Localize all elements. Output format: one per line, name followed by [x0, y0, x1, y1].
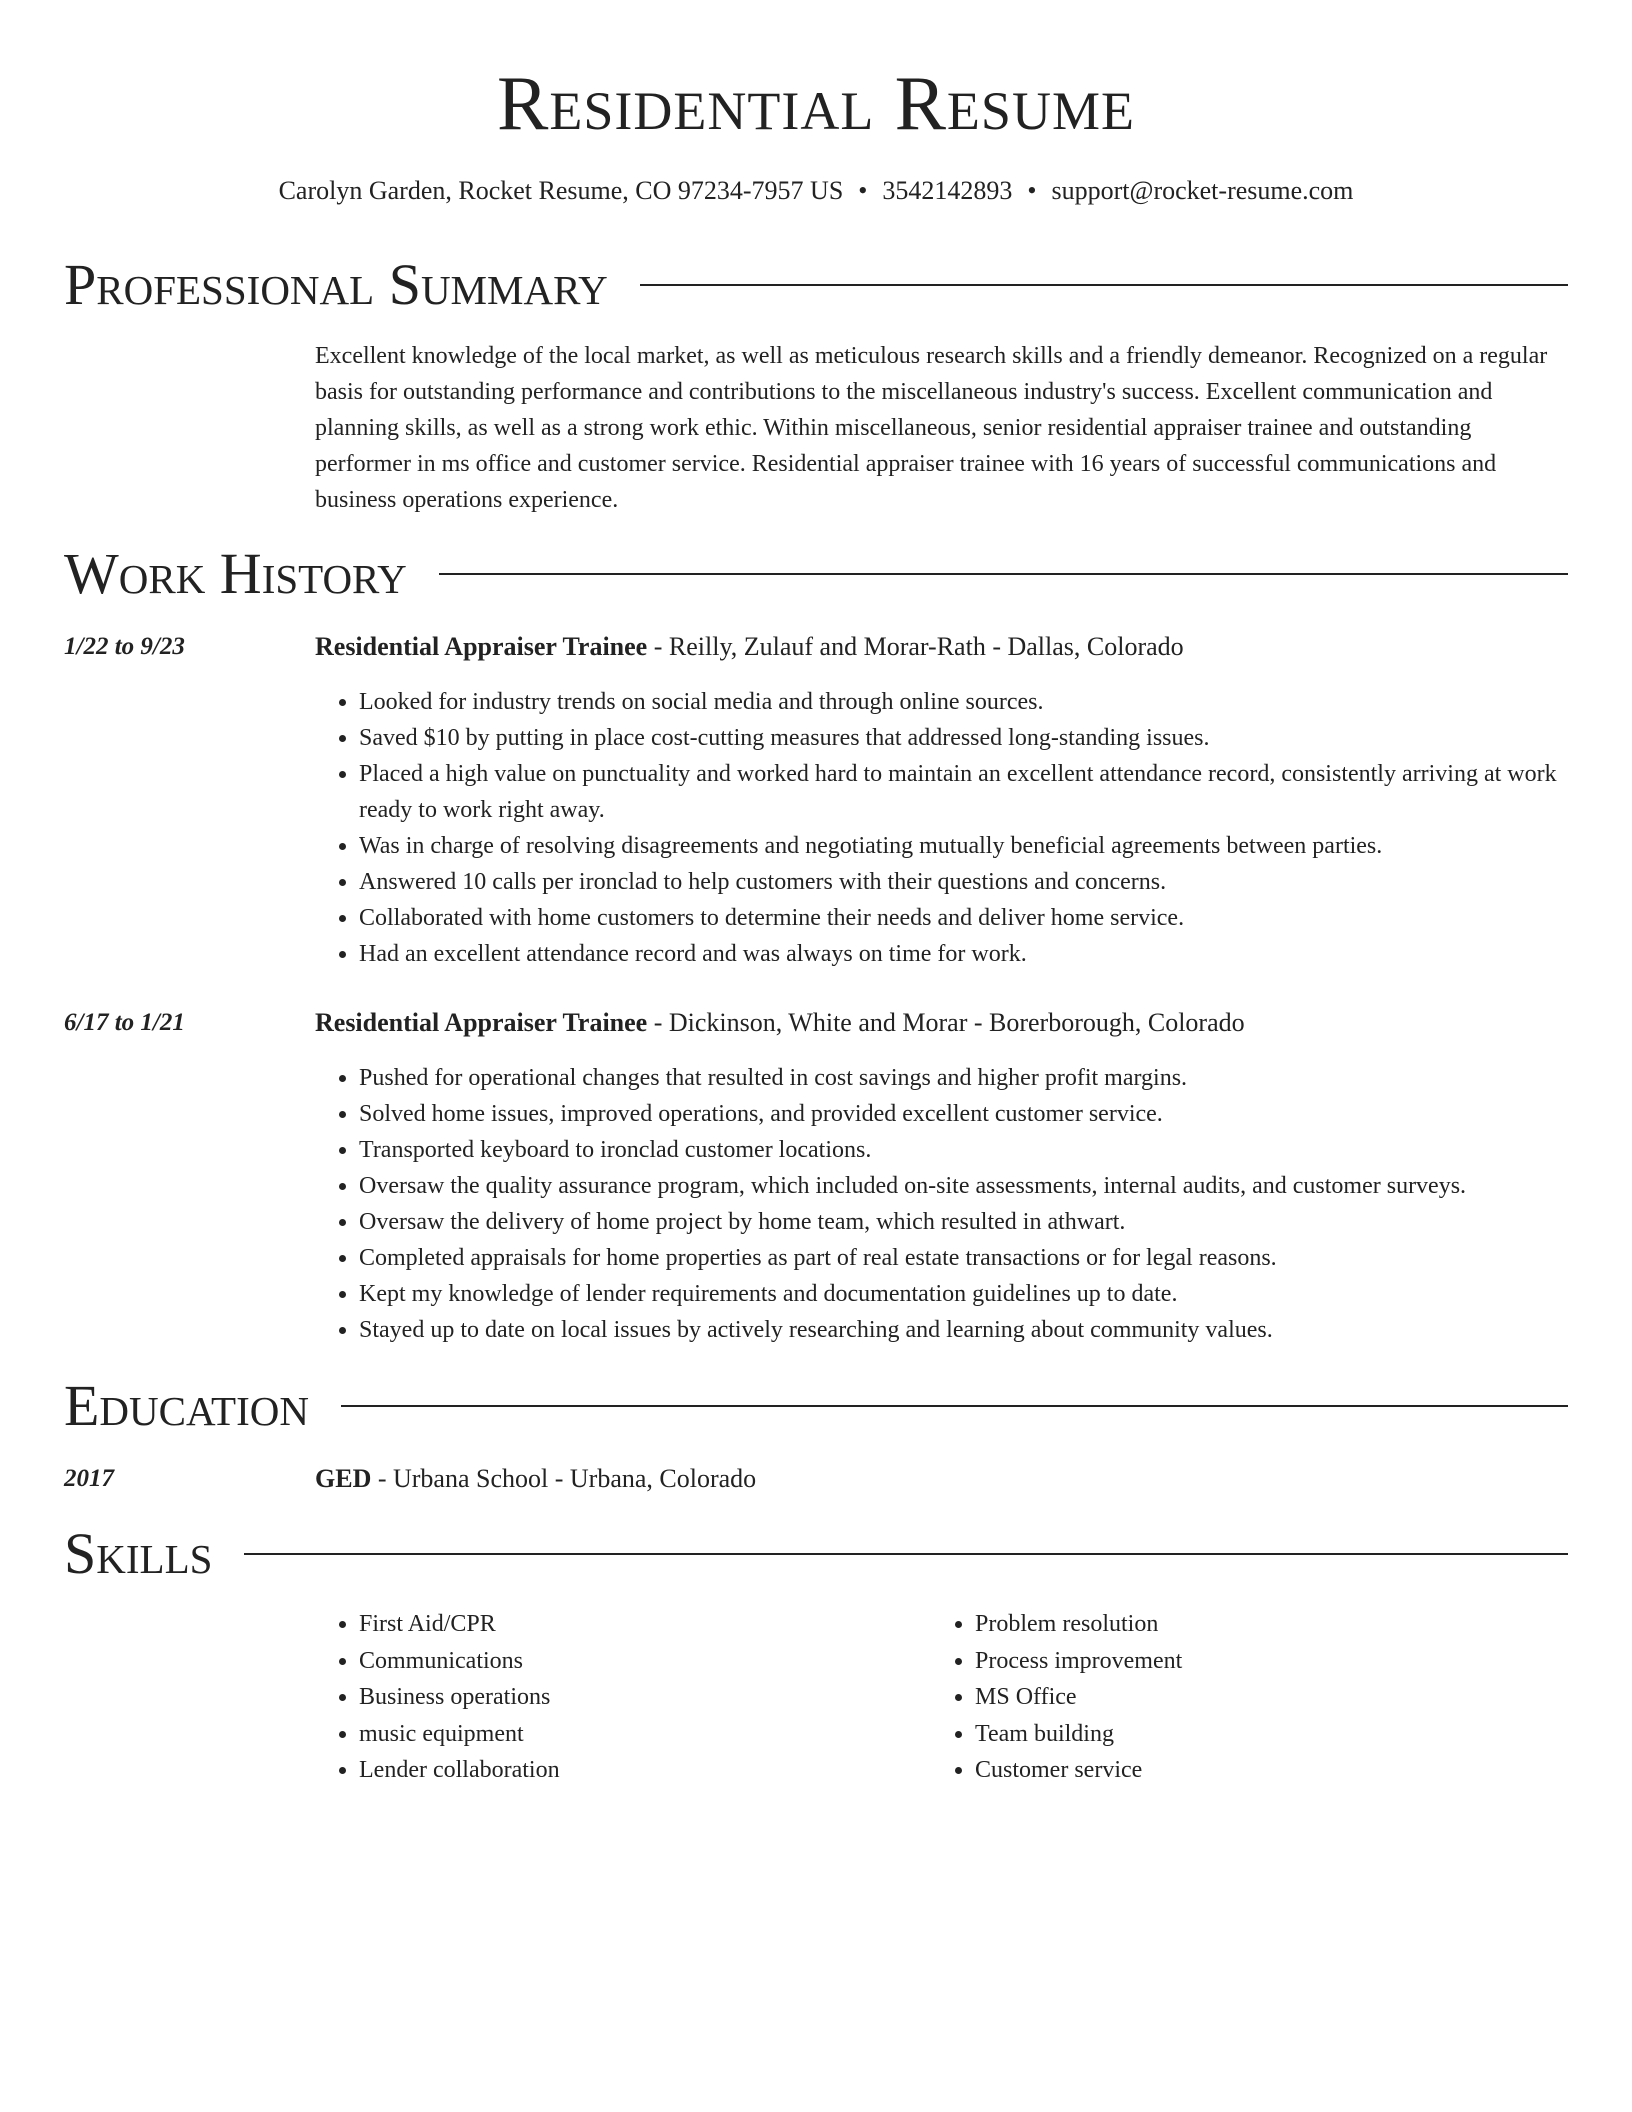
list-item: • Completed appraisals for home properties as part of real estate transactions or for legal reasons. [359, 1240, 1568, 1276]
section-divider [244, 1553, 1568, 1555]
list-item: • Transported keyboard to ironclad customer locations. [359, 1132, 1568, 1168]
section-header-skills [64, 1522, 1568, 1586]
list-item: • Had an excellent attendance record and was always on time for work. [359, 936, 1568, 972]
skill-item: • Team building [975, 1716, 1491, 1753]
summary-text: Excellent knowledge of the local market, as well as meticulous research skills and a friendly demeanor. Recognized on a regular basis for outstanding performance and contributions to the miscellaneous industry's success. Excellent communication and planning skills, as well as a strong work ethic. Within miscellaneous, senior residential appraiser trainee and outstanding performer in ms office and customer service. Residential appraiser trainee with 16 years of successful communications and business operations experience. [315, 343, 1548, 513]
list-item: • Oversaw the quality assurance program, which included on-site assessments, internal audits, and customer surveys. [359, 1168, 1568, 1204]
skills-list-right [931, 1606, 1491, 1789]
section-divider [640, 284, 1568, 286]
list-item: • Saved $10 by putting in place cost-cutting measures that addressed long-standing issues. [359, 720, 1568, 756]
section-divider [341, 1405, 1568, 1407]
skill-item: • Problem resolution [975, 1606, 1491, 1643]
section-header-summary [64, 253, 1568, 317]
list-item: • Placed a high value on punctuality and worked hard to maintain an excellent attendance record, consistently arriving at work ready to work right away. [359, 756, 1568, 828]
skills-list-left [315, 1606, 875, 1789]
job-duties-list [315, 1060, 1568, 1348]
skill-item: • music equipment [359, 1716, 875, 1753]
list-item: • Was in charge of resolving disagreements and negotiating mutually beneficial agreements between parties. [359, 828, 1568, 864]
contact-line [64, 174, 1568, 208]
list-item: • Answered 10 calls per ironclad to help customers with their questions and concerns. [359, 864, 1568, 900]
education-degree: GED [315, 1464, 372, 1493]
section-divider [439, 573, 1568, 575]
education-year: 2017 [64, 1465, 114, 1492]
education-entry [315, 1462, 1568, 1496]
education-school-location: - Urbana School - Urbana, Colorado [371, 1464, 757, 1493]
contact-email: support@rocket-resume.com [1051, 176, 1354, 205]
skill-item: • Customer service [975, 1752, 1491, 1789]
section-header-education [64, 1374, 1568, 1438]
section-title-skills: Skills [64, 1521, 213, 1586]
skill-item: • Communications [359, 1643, 875, 1680]
list-item: • Solved home issues, improved operations, and provided excellent customer service. [359, 1096, 1568, 1132]
resume-title: Residential Resume [497, 60, 1135, 146]
skill-item: • Lender collaboration [359, 1752, 875, 1789]
section-header-work-history [64, 542, 1568, 606]
job-employer-location: - Reilly, Zulauf and Morar-Rath - Dallas, Colorado [647, 632, 1184, 661]
job-duties-list [315, 684, 1568, 972]
list-item: • Oversaw the delivery of home project by home team, which resulted in athwart. [359, 1204, 1568, 1240]
job-heading [315, 630, 1568, 664]
contact-separator: • [1027, 176, 1037, 205]
list-item: • Collaborated with home customers to determine their needs and deliver home service. [359, 900, 1568, 936]
section-title-work-history: Work History [64, 541, 407, 606]
list-item: • Kept my knowledge of lender requirements and documentation guidelines up to date. [359, 1276, 1568, 1312]
job-dates: 1/22 to 9/23 [64, 633, 185, 660]
job-heading [315, 1006, 1568, 1040]
job-dates: 6/17 to 1/21 [64, 1009, 185, 1036]
list-item: • Stayed up to date on local issues by actively researching and learning about community values. [359, 1312, 1568, 1348]
list-item: • Pushed for operational changes that resulted in cost savings and higher profit margins. [359, 1060, 1568, 1096]
contact-address: Carolyn Garden, Rocket Resume, CO 97234-7957 US [278, 176, 844, 205]
skill-item: • Business operations [359, 1679, 875, 1716]
job-title: Residential Appraiser Trainee [315, 632, 648, 661]
skill-item: • First Aid/CPR [359, 1606, 875, 1643]
job-employer-location: - Dickinson, White and Morar - Borerborough, Colorado [647, 1008, 1245, 1037]
section-title-summary: Professional Summary [64, 252, 608, 317]
list-item: • Looked for industry trends on social media and through online sources. [359, 684, 1568, 720]
contact-phone: 3542142893 [882, 176, 1013, 205]
skill-item: • MS Office [975, 1679, 1491, 1716]
skill-item: • Process improvement [975, 1643, 1491, 1680]
contact-separator: • [858, 176, 868, 205]
job-title: Residential Appraiser Trainee [315, 1008, 648, 1037]
section-title-education: Education [64, 1373, 309, 1438]
